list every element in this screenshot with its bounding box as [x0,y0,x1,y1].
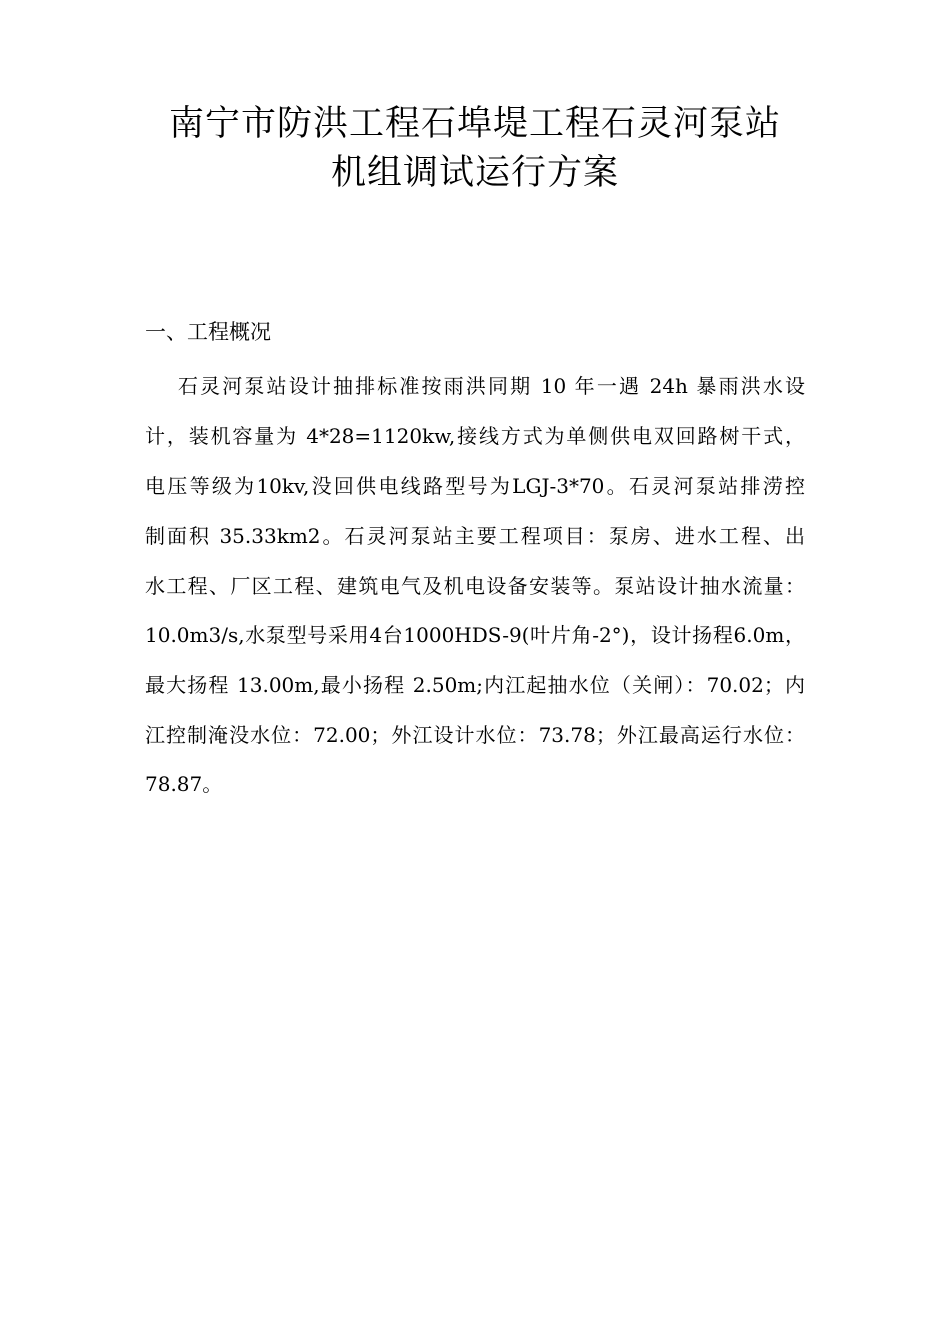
section-heading: 一、工程概况 [145,320,271,344]
paragraph-line-3: 电压等级为10kv,没回供电线路型号为LGJ-3*70。石灵河泵站排涝控 [145,474,805,498]
paragraph-line-7: 最大扬程 13.00m,最小扬程 2.50m;内江起抽水位（关闸）：70.02；内 [145,673,805,697]
paragraph-line-2: 计，装机容量为 4*28=1120kw,接线方式为单侧供电双回路树干式， [145,424,805,448]
paragraph-line-1: 石灵河泵站设计抽排标准按雨洪同期 10 年一遇 24h 暴雨洪水设 [178,374,805,398]
paragraph-line-4: 制面积 35.33km2。石灵河泵站主要工程项目：泵房、进水工程、出 [145,524,805,548]
paragraph-line-9: 78.87。 [145,772,223,796]
paragraph-line-5: 水工程、厂区工程、建筑电气及机电设备安装等。泵站设计抽水流量： [145,574,805,598]
paragraph-line-6: 10.0m3/s,水泵型号采用4台1000HDS-9(叶片角-2°)，设计扬程6.0m， [145,623,805,647]
paragraph-line-8: 江控制淹没水位：72.00；外江设计水位：73.78；外江最高运行水位： [145,723,805,747]
document-title-line-1: 南宁市防洪工程石埠堤工程石灵河泵站 [168,104,781,144]
document-title-line-2: 机组调试运行方案 [330,153,619,193]
